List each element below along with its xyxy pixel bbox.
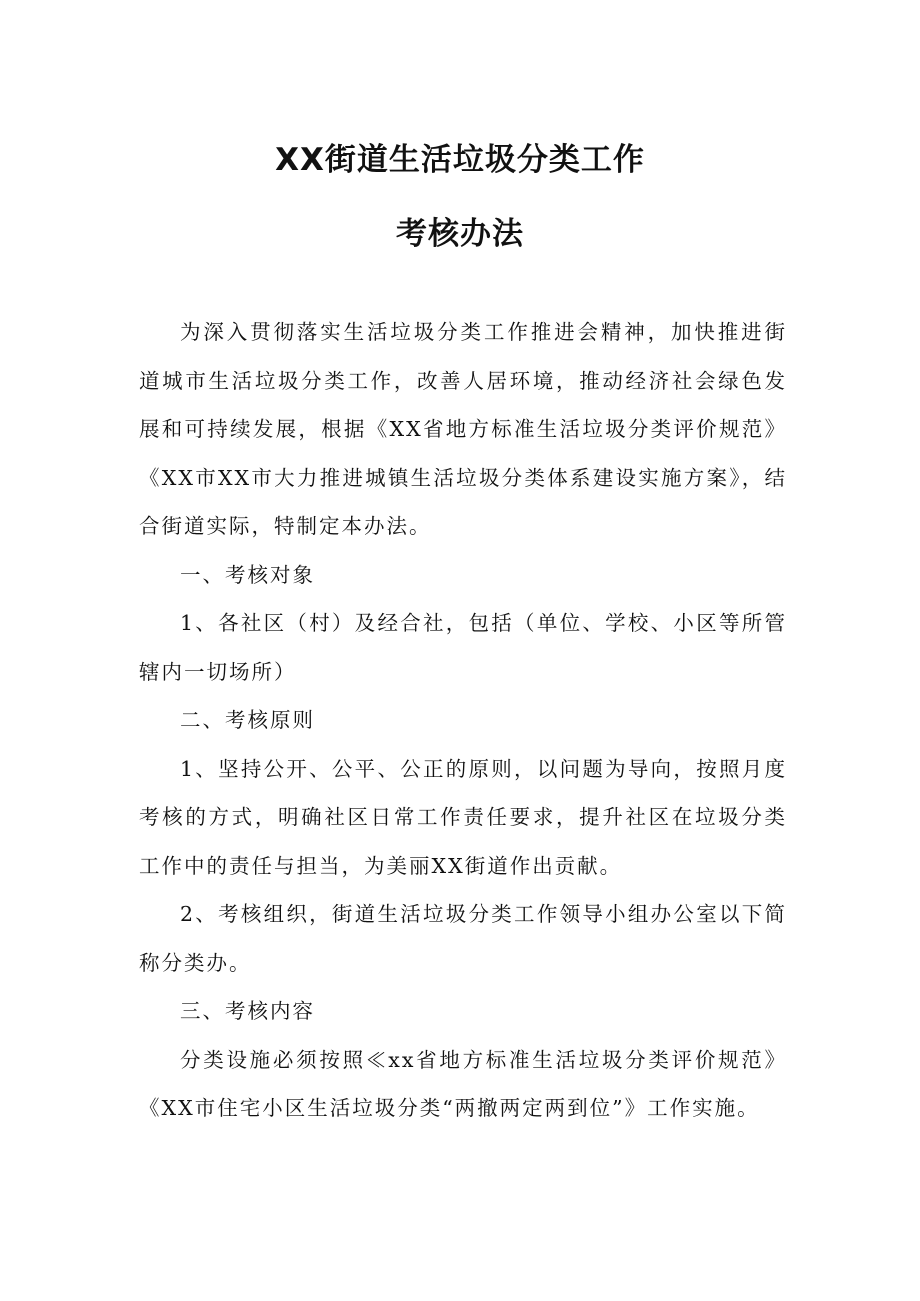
content-paragraph: 分类设施必须按照≪xx省地方标准生活垃圾分类评价规范》《XX市住宅小区生活垃圾分类“两撤两定两到位”》工作实施。 [139, 1047, 787, 1120]
document-title-line2: 考核办法 [396, 216, 524, 252]
principles-item-1: 1、坚持公开、公平、公正的原则，以问题为导向，按照月度考核的方式，明确社区日常工作责任要求，提升社区在垃圾分类工作中的责任与担当，为美丽XX街道作出贡献。 [139, 756, 787, 878]
document-body [139, 308, 787, 1133]
section-heading-principles: 二、考核原则 [180, 708, 315, 732]
section-heading-content: 三、考核内容 [180, 999, 315, 1023]
objects-item-1: 1、各社区（村）及经合社，包括（单位、学校、小区等所管辖内一切场所） [139, 611, 787, 684]
section-heading-objects: 一、考核对象 [180, 562, 315, 587]
principles-item-2: 2、考核组织，街道生活垃圾分类工作领导小组办公室以下简称分类办。 [139, 902, 787, 975]
intro-paragraph: 为深入贯彻落实生活垃圾分类工作推进会精神，加快推进街道城市生活垃圾分类工作，改善人居环境，推动经济社会绿色发展和可持续发展，根据《XX省地方标准生活垃圾分类评价规范》《XX市XX市大力推进城镇生活垃圾分类体系建设实施方案》，结合街道实际，特制定本办法。 [139, 320, 787, 538]
document-title-line1: XX街道生活垃圾分类工作 [275, 142, 645, 178]
